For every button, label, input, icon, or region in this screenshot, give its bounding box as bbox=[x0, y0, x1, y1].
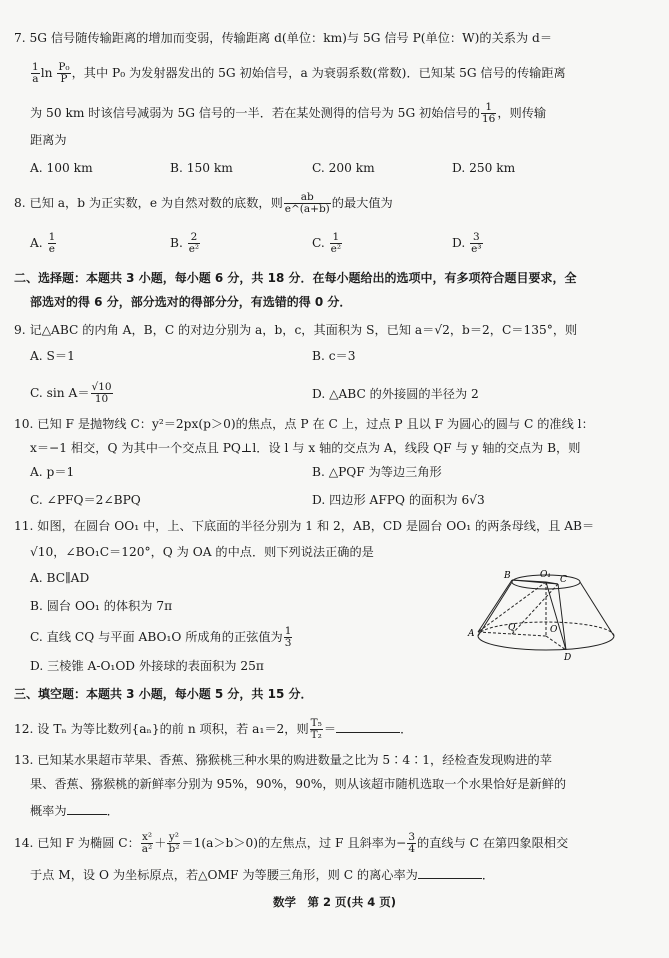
q9-option-c[interactable]: C. sin A＝ $\frac{√10}{10}$ bbox=[30, 381, 112, 405]
q10-option-a[interactable]: A. p＝1 bbox=[30, 465, 75, 479]
q9-stem: 9. 记△ABC 的内角 A，B，C 的对边分别为 a，b，c，其面积为 S，已知 a＝√2，b＝2，C＝135°，则 bbox=[14, 323, 578, 337]
q14-line2: 于点 M，设 O 为坐标原点，若△OMF 为等腰三角形，则 C 的离心率为 ． bbox=[30, 868, 495, 882]
q11-line2: √10，∠BO₁C＝120°，Q 为 OA 的中点．则下列说法正确的是 bbox=[30, 545, 374, 559]
q9-option-d[interactable]: D. △ABC 的外接圆的半径为 2 bbox=[312, 387, 479, 401]
section2-heading-line2: 部选对的得 6 分，部分选对的得部分分，有选错的得 0 分． bbox=[30, 295, 352, 309]
q9-option-b[interactable]: B. c＝3 bbox=[312, 349, 356, 363]
q7-coef-frac: $\frac{1}{a}$ bbox=[32, 61, 39, 85]
q12-answer-blank[interactable] bbox=[336, 720, 400, 733]
q7-option-d[interactable]: D. 250 km bbox=[452, 161, 516, 175]
q10-option-b[interactable]: B. △PQF 为等边三角形 bbox=[312, 465, 442, 479]
q11-option-c[interactable]: C. 直线 CQ 与平面 ABO₁O 所成角的正弦值为 $\frac{1}{3}$ bbox=[30, 625, 292, 649]
q8-expr-frac: $\frac{ab}{e\^{}(a+b)}$ bbox=[284, 191, 330, 215]
q7-option-a[interactable]: A. 100 km bbox=[30, 161, 93, 175]
q8-option-b[interactable]: B. $\frac{2}{\text{e²}}$ bbox=[170, 231, 200, 255]
q10-line1: 10. 已知 F 是抛物线 C：y²＝2px(p＞0)的焦点，点 P 在 C 上，过点 P 且以 F 为圆心的圆与 C 的准线 l： bbox=[14, 417, 594, 431]
q11-option-d[interactable]: D. 三棱锥 A-O₁OD 外接球的表面积为 25π bbox=[30, 659, 264, 673]
q7-line2: $\frac{1}{a}$ ln $\frac{\text{P₀}}{P}$ ，其中 P₀ 为发射器发出的 5G 初始信号，a 为衰弱系数(常数)．已知某 5G 信号的传输距离 bbox=[32, 61, 566, 85]
q7-line3: 为 50 km 时该信号减弱为 5G 信号的一半．若在某处测得的信号为 5G 初始信号的 $\frac{1}{16}$ ，则传输 bbox=[30, 101, 547, 125]
q13-line3: 概率为 ． bbox=[30, 804, 119, 818]
q7-ratio-frac: $\frac{\text{P₀}}{P}$ bbox=[58, 61, 70, 85]
q11-option-b[interactable]: B. 圆台 OO₁ 的体积为 7π bbox=[30, 599, 173, 613]
label-o1: O₁ bbox=[540, 570, 551, 580]
q11-line1: 11. 如图，在圆台 OO₁ 中，上、下底面的半径分别为 1 和 2，AB，CD 是圆台 OO₁ 的两条母线，且 AB＝ bbox=[14, 519, 595, 533]
q14-line1: 14. 已知 F 为椭圆 C： $\frac{\text{x²}}{\text{a²}}$ ＋ $\frac{\text{y²}}{\text{b²}}$ ＝1(a＞b＞0)的左焦点，过 F 且斜率为− $\frac{3}{4}$ 的直线与 C 在第四象限相交 bbox=[14, 831, 569, 855]
q7-line1: 7. 5G 信号随传输距离的增加而变弱，传输距离 d(单位：km)与 5G 信号 P(单位：W)的关系为 d＝ bbox=[14, 31, 553, 45]
q13-line2: 果、香蕉、猕猴桃的新鲜率分别为 95%，90%，90%，则从该超市随机选取一个水果恰好是新鲜的 bbox=[30, 777, 567, 791]
label-o: O bbox=[550, 625, 558, 635]
q13-answer-blank[interactable] bbox=[67, 802, 107, 815]
label-b: B bbox=[504, 571, 511, 581]
label-d: D bbox=[564, 653, 572, 662]
page-footer: 数学 第 2 页(共 4 页) bbox=[272, 895, 397, 909]
q12-ratio-frac: $\frac{\text{T₅}}{\text{T₂}}$ bbox=[310, 717, 322, 741]
frustum-figure bbox=[466, 566, 626, 662]
frustum-right-side bbox=[580, 582, 614, 636]
q12-stem: 12. 设 Tₙ 为等比数列{aₙ}的前 n 项积，若 a₁＝2，则 $\frac{\text{T₅}}{\text{T₂}}$ ＝ ． bbox=[14, 717, 413, 741]
q7-sixteenth-frac: $\frac{1}{16}$ bbox=[482, 101, 496, 125]
q8-stem: 8. 已知 a，b 为正实数，e 为自然对数的底数，则 $\frac{ab}{e\^{}(a+b)}$ 的最大值为 bbox=[14, 191, 393, 215]
q7-option-c[interactable]: C. 200 km bbox=[312, 161, 375, 175]
q7-line4: 距离为 bbox=[30, 133, 67, 147]
q8-option-a[interactable]: A. $\frac{1}{e}$ bbox=[30, 231, 56, 255]
q7-option-b[interactable]: B. 150 km bbox=[170, 161, 233, 175]
section3-heading: 三、填空题：本题共 3 小题，每小题 5 分，共 15 分． bbox=[14, 687, 313, 701]
frustum-bottom-base-front bbox=[478, 636, 614, 650]
q8-option-c[interactable]: C. $\frac{1}{\text{e²}}$ bbox=[312, 231, 342, 255]
q10-option-c[interactable]: C. ∠PFQ＝2∠BPQ bbox=[30, 493, 141, 507]
q10-option-d[interactable]: D. 四边形 AFPQ 的面积为 6√3 bbox=[312, 493, 485, 507]
q14-answer-blank[interactable] bbox=[418, 866, 482, 879]
q8-option-d[interactable]: D. $\frac{3}{\text{e³}}$ bbox=[452, 231, 482, 255]
q10-line2: x＝−1 相交，Q 为其中一个交点且 PQ⊥l．设 l 与 x 轴的交点为 A，线段 QF 与 y 轴的交点为 B，则 bbox=[30, 441, 581, 455]
label-q: Q bbox=[508, 623, 516, 633]
q13-line1: 13. 已知某水果超市苹果、香蕉、猕猴桃三种水果的购进数量之比为 5∶4∶1，经检查发现购进的苹 bbox=[14, 753, 552, 767]
q11-option-a[interactable]: A. BC∥AD bbox=[30, 571, 90, 585]
label-a: A bbox=[468, 629, 475, 639]
generatrix-cd bbox=[558, 584, 566, 650]
label-c: C bbox=[560, 575, 567, 585]
section2-heading-line1: 二、选择题：本题共 3 小题，每小题 6 分，共 18 分．在每小题给出的选项中，有多项符合题目要求，全 bbox=[14, 271, 577, 285]
segment-o1d bbox=[546, 582, 566, 650]
q9-option-a[interactable]: A. S＝1 bbox=[30, 349, 75, 363]
